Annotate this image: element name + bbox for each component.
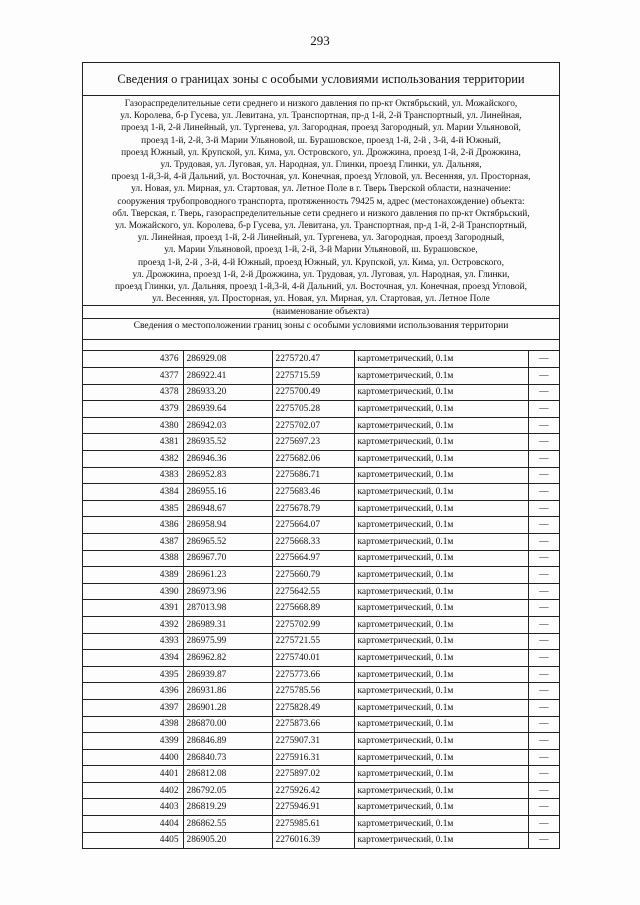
coord-y: 2275715.59: [272, 368, 354, 385]
table-row: [83, 782, 559, 799]
coord-y: 2275773.66: [272, 666, 354, 683]
point-number: 4383: [83, 467, 183, 484]
description-dash: —: [528, 567, 559, 584]
method-accuracy: картометрический, 0.1м: [354, 567, 528, 584]
point-number: 4389: [83, 567, 183, 584]
method-accuracy: картометрический, 0.1м: [354, 384, 528, 401]
point-number: 4398: [83, 716, 183, 733]
method-accuracy: картометрический, 0.1м: [354, 600, 528, 617]
coord-y: 2275668.89: [272, 600, 354, 617]
description-dash: —: [528, 733, 559, 750]
description-dash: —: [539, 835, 549, 846]
description-line: проезд 1-й, 2-й , 3-й, 4-й Южный, проезд Южный, ул. Крупской, ул. Кима, ул. Островского,: [138, 257, 504, 268]
method-accuracy: картометрический, 0.1м: [354, 500, 528, 517]
description-line: ул. Новая, ул. Мирная, ул. Стартовая, ул. Летное Поле в г. Тверь Тверской области, назначение:: [131, 184, 511, 195]
description-line: ул. Трудовая, ул. Луговая, ул. Народная, ул. Глинки, проезд Глинки, ул. Дальняя,: [160, 160, 482, 171]
method-accuracy: картометрический, 0.1м: [354, 832, 528, 848]
table-row: [83, 633, 559, 650]
coord-x: 286792.05: [183, 782, 272, 799]
coord-y: 2275946.91: [272, 799, 354, 816]
coord-y: 2275985.61: [272, 816, 354, 833]
point-number: 4401: [83, 766, 183, 783]
section-title: Сведения о границах зоны с особыми условиями использования территории: [83, 63, 559, 96]
description-dash: —: [528, 368, 559, 385]
coord-x: 286929.08: [183, 351, 272, 367]
coordinates-table-body: [83, 351, 559, 848]
coord-x: 286846.89: [183, 733, 272, 750]
point-number: 4395: [83, 666, 183, 683]
coord-x: 286939.64: [183, 401, 272, 418]
description-dash: —: [528, 683, 559, 700]
point-number: 4377: [83, 368, 183, 385]
coord-y: 2275682.06: [272, 451, 354, 468]
point-number: 4384: [83, 484, 183, 501]
coord-y: 2275664.97: [272, 550, 354, 567]
description-dash: —: [528, 650, 559, 667]
description-dash: —: [528, 384, 559, 401]
coord-y: 2275700.49: [272, 384, 354, 401]
coord-x: 286946.36: [183, 451, 272, 468]
point-number: 4385: [83, 500, 183, 517]
description-dash: —: [528, 351, 559, 367]
coord-x: 286922.41: [183, 368, 272, 385]
table-row: [83, 401, 559, 418]
method-accuracy: картометрический, 0.1м: [354, 550, 528, 567]
point-number: 4392: [83, 616, 183, 633]
coord-y: 2275702.99: [272, 616, 354, 633]
description-line: проезд 1-й,3-й, 4-й Дальний, ул. Восточная, ул. Конечная, проезд Угловой, ул. Весенняя, ул. Просторная,: [111, 172, 531, 183]
coord-x: 286931.86: [183, 683, 272, 700]
coord-x: 286819.29: [183, 799, 272, 816]
description-dash: —: [528, 816, 559, 833]
description-dash: —: [528, 799, 559, 816]
coord-y: 2275721.55: [272, 633, 354, 650]
description-line: Газораспределительные сети среднего и низкого давления по пр-кт Октябрьский, ул. Можайского,: [124, 99, 518, 109]
point-number: 4380: [83, 417, 183, 434]
coord-x: 286942.03: [183, 417, 272, 434]
method-accuracy: картометрический, 0.1м: [354, 683, 528, 700]
table-row: [83, 699, 559, 716]
table-row: [83, 816, 559, 833]
description-dash: —: [528, 451, 559, 468]
table-row: [83, 683, 559, 700]
coord-y: 2275664.07: [272, 517, 354, 534]
table-row: [83, 500, 559, 517]
description-line: ул. Королева, б-р Гусева, ул. Левитана, ул. Транспортная, пр-д 1-й, 2-й Транспортный, ул. Линейная,: [120, 111, 522, 122]
coord-y: 2275907.31: [272, 733, 354, 750]
coord-y: 2275702.07: [272, 417, 354, 434]
description-line: ул. Дрожжина, проезд 1-й, 2-й Дрожжина, ул. Трудовая, ул. Луговая, ул. Народная, ул. Глинки,: [132, 269, 510, 280]
description-dash: —: [528, 699, 559, 716]
method-accuracy: картометрический, 0.1м: [354, 782, 528, 799]
description-dash: —: [528, 782, 559, 799]
description-line: проезд Глинки, ул. Дальняя, проезд 1-й,3-й, 4-й Дальний, ул. Восточная, ул. Конечная, проезд Угловой,: [115, 282, 527, 293]
description-line: ул. Можайского, ул. Королева, б-р Гусева, ул. Левитана, ул. Транспортная, пр-д 1-й, 2-й Транспортный,: [115, 221, 527, 232]
point-number: 4394: [83, 650, 183, 667]
point-number: 4402: [83, 782, 183, 799]
coord-y: 2276016.39: [272, 832, 354, 848]
method-accuracy: картометрический, 0.1м: [354, 467, 528, 484]
coord-y: 2275916.31: [272, 749, 354, 766]
method-accuracy: картометрический, 0.1м: [354, 749, 528, 766]
point-number: 4400: [83, 749, 183, 766]
table-row: [83, 533, 559, 550]
method-accuracy: картометрический, 0.1м: [354, 716, 528, 733]
method-accuracy: картометрический, 0.1м: [354, 517, 528, 534]
table-row: [83, 550, 559, 567]
coord-x: 286955.16: [183, 484, 272, 501]
point-number: 4393: [83, 633, 183, 650]
table-row: [83, 666, 559, 683]
description-dash: —: [528, 401, 559, 418]
method-accuracy: картометрический, 0.1м: [354, 434, 528, 451]
coord-x: 286952.83: [183, 467, 272, 484]
coord-x: 286862.55: [183, 816, 272, 833]
method-accuracy: картометрический, 0.1м: [354, 650, 528, 667]
table-row: [83, 583, 559, 600]
table-row: [83, 799, 559, 816]
table-row: [83, 351, 559, 367]
point-number: 4403: [83, 799, 183, 816]
method-accuracy: картометрический, 0.1м: [354, 451, 528, 468]
description-dash: —: [528, 633, 559, 650]
description-dash: —: [528, 484, 559, 501]
point-number: 4388: [83, 550, 183, 567]
description-line: ул. Марии Ульяновой, проезд 1-й, 2-й, 3-й Марии Ульяновой, ш. Бурашовское,: [164, 245, 478, 256]
description-dash: —: [528, 467, 559, 484]
description-line: ул. Линейная, проезд 1-й, 2-й Линейный, ул. Тургенева, ул. Загородная, проезд Загородный,: [137, 233, 505, 244]
description-dash: —: [528, 434, 559, 451]
coord-y: 2275828.49: [272, 699, 354, 716]
coord-x: 286840.73: [183, 749, 272, 766]
point-number: 4399: [83, 733, 183, 750]
method-accuracy: картометрический, 0.1м: [354, 699, 528, 716]
point-number: 4387: [83, 533, 183, 550]
table-row: [83, 749, 559, 766]
table-row: [83, 451, 559, 468]
coord-x: 286967.70: [183, 550, 272, 567]
method-accuracy: картометрический, 0.1м: [354, 401, 528, 418]
coord-x: 286973.96: [183, 583, 272, 600]
coordinates-table: [83, 351, 559, 848]
method-accuracy: картометрический, 0.1м: [354, 484, 528, 501]
coord-x: 286905.20: [183, 832, 272, 848]
coord-x: 286975.99: [183, 633, 272, 650]
coord-x: 286962.82: [183, 650, 272, 667]
table-row: [83, 567, 559, 584]
zone-info-frame: [82, 62, 560, 849]
point-number: 4381: [83, 434, 183, 451]
coord-y: 2275697.23: [272, 434, 354, 451]
description-line: проезд Южный, ул. Крупской, ул. Кима, ул. Островского, ул. Дрожжина, проезд 1-й, 2-й Дрожжина,: [121, 147, 521, 158]
coord-y: 2275705.28: [272, 401, 354, 418]
method-accuracy: картометрический, 0.1м: [354, 368, 528, 385]
description-line: проезд 1-й, 2-й, 3-й Марии Ульяновой, ш. Бурашовское, проезд 1-й, 2-й , 3-й, 4-й Южный,: [141, 135, 501, 146]
coord-x: 286935.52: [183, 434, 272, 451]
description-line: обл. Тверская, г. Тверь, газораспределительные сети среднего и низкого давления по пр-кт Октябрьский,: [112, 208, 530, 219]
coord-y: 2275740.01: [272, 650, 354, 667]
method-accuracy: картометрический, 0.1м: [354, 666, 528, 683]
description-dash: —: [528, 666, 559, 683]
coord-x: 286965.52: [183, 533, 272, 550]
point-number: 4391: [83, 600, 183, 617]
table-row: [83, 832, 559, 848]
table-row: [83, 368, 559, 385]
coord-y: 2275926.42: [272, 782, 354, 799]
description-dash: —: [528, 417, 559, 434]
coord-y: 2275642.55: [272, 583, 354, 600]
point-number: 4376: [83, 351, 183, 367]
coord-y: 2275668.33: [272, 533, 354, 550]
object-caption: (наименование объекта): [83, 305, 559, 319]
point-number: 4386: [83, 517, 183, 534]
coord-x: 286961.23: [183, 567, 272, 584]
coord-y: 2275678.79: [272, 500, 354, 517]
table-row: [83, 733, 559, 750]
method-accuracy: картометрический, 0.1м: [354, 417, 528, 434]
location-header: Сведения о местоположении границ зоны с особыми условиями использования территории: [83, 319, 559, 340]
description-dash: —: [528, 517, 559, 534]
coord-x: 286812.08: [183, 766, 272, 783]
coord-y: 2275897.02: [272, 766, 354, 783]
point-number: 4396: [83, 683, 183, 700]
coord-x: 286948.67: [183, 500, 272, 517]
method-accuracy: картометрический, 0.1м: [354, 351, 528, 367]
page-number: 293: [310, 33, 330, 48]
method-accuracy: картометрический, 0.1м: [354, 616, 528, 633]
point-number: 4379: [83, 401, 183, 418]
coord-x: 286870.00: [183, 716, 272, 733]
point-number: 4404: [83, 816, 183, 833]
description-dash: —: [528, 600, 559, 617]
coord-x: 286933.20: [183, 384, 272, 401]
coord-x: 286958.94: [183, 517, 272, 534]
coord-y: 2275686.71: [272, 467, 354, 484]
method-accuracy: картометрический, 0.1м: [354, 799, 528, 816]
description-dash: —: [528, 500, 559, 517]
method-accuracy: картометрический, 0.1м: [354, 733, 528, 750]
description-dash: —: [528, 616, 559, 633]
description-line: сооружения трубопроводного транспорта, протяженность 79425 м, адрес (местонахождение) объекта:: [117, 196, 525, 207]
table-row: [83, 384, 559, 401]
description-dash: —: [528, 550, 559, 567]
table-row: [83, 766, 559, 783]
table-row: [83, 517, 559, 534]
method-accuracy: картометрический, 0.1м: [354, 533, 528, 550]
table-row: [83, 600, 559, 617]
description-dash: —: [528, 716, 559, 733]
coord-y: 2275785.56: [272, 683, 354, 700]
coord-x: 287013.98: [183, 600, 272, 617]
description-line: проезд 1-й, 2-й Линейный, ул. Тургенева, ул. Загородная, проезд Загородный, ул. Марии Ульяновой,: [121, 123, 521, 134]
description-dash: —: [528, 749, 559, 766]
point-number: 4382: [83, 451, 183, 468]
table-row: [83, 716, 559, 733]
table-header-spacer: [83, 340, 559, 351]
coord-y: 2275683.46: [272, 484, 354, 501]
description-dash: —: [528, 533, 559, 550]
coord-x: 286989.31: [183, 616, 272, 633]
point-number: 4397: [83, 699, 183, 716]
table-row: [83, 417, 559, 434]
description-line: ул. Весенняя, ул. Просторная, ул. Новая, ул. Мирная, ул. Стартовая, ул. Летное Поле: [152, 294, 490, 305]
method-accuracy: картометрический, 0.1м: [354, 633, 528, 650]
table-row: [83, 616, 559, 633]
table-row: [83, 467, 559, 484]
method-accuracy: картометрический, 0.1м: [354, 583, 528, 600]
table-row: [83, 434, 559, 451]
description-dash: —: [528, 766, 559, 783]
object-description: [83, 96, 559, 305]
point-number: 4390: [83, 583, 183, 600]
table-row: [83, 484, 559, 501]
coord-y: 2275660.79: [272, 567, 354, 584]
description-dash: —: [528, 583, 559, 600]
coord-x: 286939.87: [183, 666, 272, 683]
coord-x: 286901.28: [183, 699, 272, 716]
point-number: 4378: [83, 384, 183, 401]
method-accuracy: картометрический, 0.1м: [354, 766, 528, 783]
table-row: [83, 650, 559, 667]
point-number: 4405: [83, 832, 183, 848]
coord-y: 2275873.66: [272, 716, 354, 733]
method-accuracy: картометрический, 0.1м: [354, 816, 528, 833]
coord-y: 2275720.47: [272, 351, 354, 367]
